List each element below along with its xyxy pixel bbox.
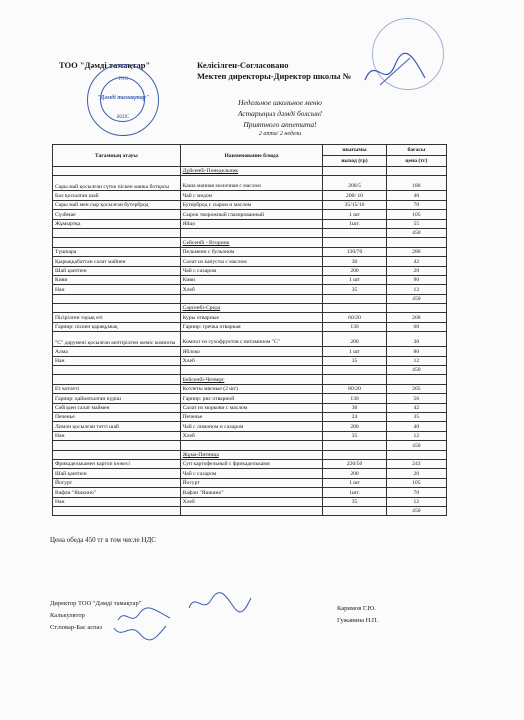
dish-yield: 35 [323, 431, 386, 440]
table-row [53, 459, 447, 468]
dish-yield: 35 [323, 285, 386, 294]
dish-name-ru: Чай с сахаром [180, 266, 323, 275]
dish-yield: 130 [323, 394, 386, 403]
dish-yield: 35 [323, 356, 386, 365]
dish-name-ru: Сырок творожный глазированный [180, 210, 323, 219]
dish-name-kz: Алма [53, 347, 181, 356]
table-row [53, 469, 447, 478]
table-header-row [53, 145, 447, 156]
dish-yield: 200 [323, 332, 386, 347]
dish-name-kz: Сары май мен сыр қосылған бутерброд [53, 200, 181, 209]
dish-name-kz: Киви [53, 275, 181, 284]
table-row [53, 431, 447, 440]
dish-price: 243 [386, 459, 446, 468]
dish-name-ru: Пельмени с бульоном [180, 247, 323, 256]
day-title: Дүйсенбі-Понедельник [180, 167, 323, 176]
dish-name-ru [180, 366, 323, 375]
dish-name-kz: Йогурт [53, 478, 181, 487]
col-yield-kz: шығымы [323, 145, 386, 156]
dish-yield [323, 506, 386, 515]
dish-name-ru: Яйцо [180, 219, 323, 228]
day-row [53, 450, 447, 459]
dish-price: 30 [386, 332, 446, 347]
dish-name-ru: Хлеб [180, 285, 323, 294]
dish-yield [323, 228, 386, 237]
dish-price: 20 [386, 266, 446, 275]
dish-name-ru: Хлеб [180, 431, 323, 440]
dish-price: 265 [386, 384, 446, 393]
director-signature [360, 50, 430, 90]
table-row [53, 441, 447, 450]
dish-name-ru: Салат из капусты с маслом [180, 257, 323, 266]
dish-price: 286 [386, 247, 446, 256]
table-row [53, 384, 447, 393]
dish-name-kz: Гарнир: піскен қарақұмық [53, 322, 181, 331]
table-row [53, 322, 447, 331]
dish-price: 105 [386, 210, 446, 219]
table-row [53, 412, 447, 421]
day-title: Сейсенбі - Вторник [180, 238, 323, 247]
dish-price: 60 [386, 322, 446, 331]
company-stamp [87, 64, 159, 136]
dish-yield: 1 шт [323, 210, 386, 219]
dish-yield: 80/20 [323, 384, 386, 393]
dish-yield: 1 шт [323, 478, 386, 487]
dish-name-kz: Вафли "Яшкино" [53, 488, 181, 497]
day-title: Сәрсенбі-Среда [180, 304, 323, 313]
table-row [53, 275, 447, 284]
dish-name-ru: Чай с лимоном и сахаром [180, 422, 323, 431]
dish-yield: 30 [323, 403, 386, 412]
dish-name-ru: Хлеб [180, 497, 323, 506]
dish-price: 105 [386, 478, 446, 487]
menu-title-line3: Приятного аппетита! [243, 120, 317, 129]
dish-price: 56 [386, 394, 446, 403]
dish-yield [323, 366, 386, 375]
dish-price: 55 [386, 219, 446, 228]
dish-name-ru: Компот из сухофруктов с витамином "С" [180, 332, 323, 347]
price-note: Цена обеда 450 тг в том числе НДС [50, 536, 156, 544]
dish-price: 70 [386, 488, 446, 497]
dish-name-ru: Бутерброд с сыром и маслом [180, 200, 323, 209]
table-row [53, 366, 447, 375]
dish-name-ru: Котлеты мясные (2 шт) [180, 384, 323, 393]
footer-calc-label: Калькулятор [50, 612, 85, 619]
dish-price: 450 [386, 294, 446, 303]
dish-price: 70 [386, 200, 446, 209]
table-row [53, 356, 447, 365]
dish-price: 20 [386, 469, 446, 478]
dish-name-ru: Гарнир: рис отварной [180, 394, 323, 403]
dish-name-ru: Гарнир: гречка отварная [180, 322, 323, 331]
table-row [53, 403, 447, 412]
menu-week-label: 2 апта/ 2 недели [258, 131, 302, 137]
dish-name-kz [53, 366, 181, 375]
dish-yield: 200 [323, 422, 386, 431]
table-row [53, 257, 447, 266]
day-row [53, 167, 447, 176]
dish-name-kz: Жұмыртқа [53, 219, 181, 228]
dish-yield: 130 [323, 322, 386, 331]
dish-name-ru: Куры отварные [180, 313, 323, 322]
day-row [53, 304, 447, 313]
menu-title-line2: Астарыңыз дәмді болсын! [237, 109, 323, 118]
dish-name-kz: Гарнир: қайнатылған күріш [53, 394, 181, 403]
dish-name-kz [53, 294, 181, 303]
dish-name-ru: Яблоко [180, 347, 323, 356]
footer-director-name: Каримов Г.Ю. [337, 605, 376, 612]
dish-price: 35 [386, 412, 446, 421]
dish-price: 12 [386, 356, 446, 365]
dish-yield: 130/70 [323, 247, 386, 256]
table-row [53, 506, 447, 515]
dish-name-ru: Каша манная молочная с маслом [180, 176, 323, 191]
dish-price: 450 [386, 506, 446, 515]
table-row [53, 394, 447, 403]
stamp-main-text: "Дәмді тамақтар" [96, 95, 150, 101]
col-price-kz: бағасы [386, 145, 446, 156]
dish-name-ru [180, 441, 323, 450]
dish-name-kz: "С" дәруменi қосылған кептірілген жеміс компоты [53, 332, 181, 347]
table-row [53, 488, 447, 497]
dish-name-ru: Йогурт [180, 478, 323, 487]
footer-signature-director [185, 590, 255, 616]
table-row [53, 347, 447, 356]
table-row [53, 422, 447, 431]
dish-name-kz: Түшпара [53, 247, 181, 256]
dish-price: 40 [386, 191, 446, 200]
dish-yield: 35/15/10 [323, 200, 386, 209]
day-title: Жұма-Пятница [180, 450, 323, 459]
dish-yield: 200 [323, 469, 386, 478]
dish-yield: 60/20 [323, 313, 386, 322]
dish-price: 12 [386, 497, 446, 506]
dish-yield: 200/5 [323, 176, 386, 191]
dish-yield: 24 [323, 412, 386, 421]
dish-name-ru: Чай с медом [180, 191, 323, 200]
menu-table [52, 144, 447, 516]
dish-name-kz: Шай қантпен [53, 469, 181, 478]
dish-name-kz: Шай қантпен [53, 266, 181, 275]
table-row [53, 497, 447, 506]
table-row [53, 332, 447, 347]
dish-name-kz: Нан [53, 497, 181, 506]
dish-name-ru [180, 506, 323, 515]
company-name: ТОО "Дәмді тамақтар" [59, 60, 151, 70]
table-row [53, 313, 447, 322]
dish-yield: 35 [323, 497, 386, 506]
stamp-bottom-text: ЖШС [116, 115, 130, 120]
dish-price: 42 [386, 257, 446, 266]
dish-price: 90 [386, 275, 446, 284]
dish-name-kz: Нан [53, 356, 181, 365]
table-row [53, 285, 447, 294]
dish-yield [323, 441, 386, 450]
director-approval-label: Мектеп директоры-Директор школы № [197, 71, 352, 81]
dish-yield: 30 [323, 257, 386, 266]
table-row [53, 219, 447, 228]
day-title: Бейсенбі-Четверг [180, 375, 323, 384]
dish-name-ru: Салат из моркови с маслом [180, 403, 323, 412]
footer-chef-label: Ст.повар-Бас аспаз [50, 624, 103, 631]
dish-name-ru: Чай с сахаром [180, 469, 323, 478]
dish-name-kz: Лимон қосылған тәтті шай [53, 422, 181, 431]
table-row [53, 247, 447, 256]
col-price-ru: цена (тг) [386, 156, 446, 167]
dish-name-kz: Сәбізден салат маймен [53, 403, 181, 412]
dish-yield: 200/ 10 [323, 191, 386, 200]
dish-price: 42 [386, 403, 446, 412]
dish-name-kz: Сары май қосылған сүтке піскен манка ботқасы [53, 176, 181, 191]
dish-name-ru: Вафли "Яшкино" [180, 488, 323, 497]
table-row [53, 191, 447, 200]
dish-name-ru: Суп картофельный с фрикадельками [180, 459, 323, 468]
dish-yield: 200 [323, 266, 386, 275]
agreed-label: Келісілген-Согласовано [197, 60, 289, 70]
dish-name-ru: Киви [180, 275, 323, 284]
footer-director-label: Директор ТОО "Дәмді тамақтар" [50, 600, 142, 607]
dish-name-kz: Печенье [53, 412, 181, 421]
dish-yield: 1шт. [323, 488, 386, 497]
dish-name-kz [53, 506, 181, 515]
day-row [53, 238, 447, 247]
dish-price: 180 [386, 176, 446, 191]
dish-price: 450 [386, 441, 446, 450]
dish-price: 80 [386, 347, 446, 356]
dish-yield: 1 шт [323, 347, 386, 356]
dish-name-kz: Бал қосылған шай [53, 191, 181, 200]
footer-signature-chef [110, 620, 170, 642]
table-row [53, 200, 447, 209]
dish-price: 12 [386, 285, 446, 294]
dish-name-kz: Нан [53, 431, 181, 440]
dish-yield: 220/50 [323, 459, 386, 468]
col-name-ru: Наименование блюда [180, 145, 323, 167]
dish-yield [323, 294, 386, 303]
table-row [53, 210, 447, 219]
col-yield-ru: выход (гр) [323, 156, 386, 167]
dish-name-kz: Фрикаделькамен картоп көжесі [53, 459, 181, 468]
col-name-kz: Тағамның атауы [53, 145, 181, 167]
day-row [53, 375, 447, 384]
dish-price: 40 [386, 422, 446, 431]
dish-price: 268 [386, 313, 446, 322]
dish-name-ru: Хлеб [180, 356, 323, 365]
table-row [53, 228, 447, 237]
dish-price: 450 [386, 366, 446, 375]
table-row [53, 294, 447, 303]
dish-name-ru [180, 228, 323, 237]
dish-name-kz: Пісірілген тауық еті [53, 313, 181, 322]
table-row [53, 478, 447, 487]
dish-name-kz [53, 441, 181, 450]
dish-price: 450 [386, 228, 446, 237]
menu-title-line1: Недельное школьное меню [238, 98, 322, 107]
dish-name-ru [180, 294, 323, 303]
footer-calc-name: Гужавина Н.П. [337, 617, 379, 624]
dish-name-kz [53, 228, 181, 237]
dish-name-ru: Печенье [180, 412, 323, 421]
dish-name-kz: Сүзбеше [53, 210, 181, 219]
dish-yield: 1 шт [323, 275, 386, 284]
table-row [53, 176, 447, 191]
table-row [53, 266, 447, 275]
dish-name-kz: Қырыққабаттан салат майнен [53, 257, 181, 266]
dish-name-kz: Нан [53, 285, 181, 294]
stamp-top-text: ТОО [117, 77, 129, 82]
dish-price: 12 [386, 431, 446, 440]
dish-yield: 1шт. [323, 219, 386, 228]
dish-name-kz: Ет котлеті [53, 384, 181, 393]
